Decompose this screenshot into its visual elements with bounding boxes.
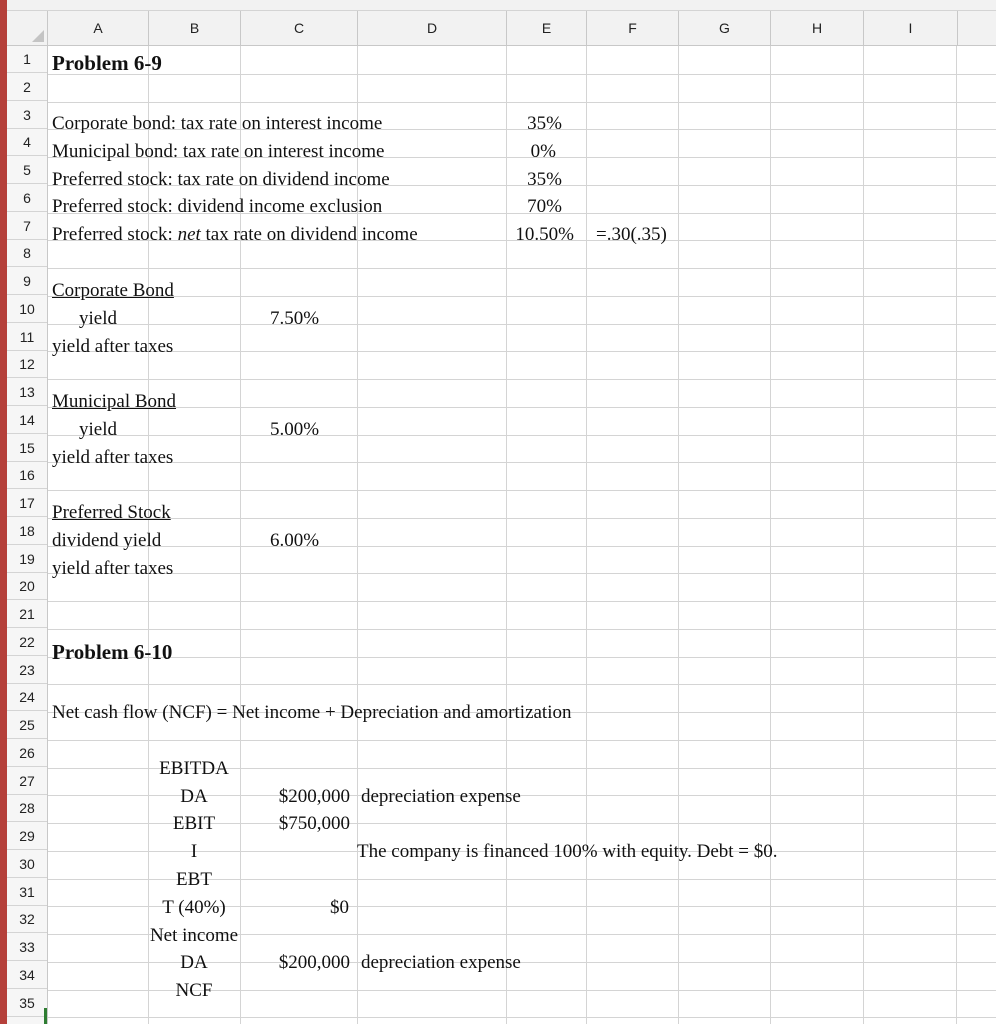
cell-e7[interactable]: 10.50% [515,224,574,245]
cell-a11[interactable]: yield after taxes [52,336,174,357]
row-header[interactable]: 8 [7,240,47,267]
grid-line [48,490,996,491]
row-header[interactable]: 17 [7,490,47,517]
active-row-marker [44,1008,47,1024]
select-all-corner[interactable] [7,11,48,45]
row-header[interactable]: 27 [7,768,47,795]
cell-a7[interactable] [52,221,418,248]
cell-a18[interactable]: dividend yield [52,530,162,551]
window-edge [0,0,7,1024]
row-header[interactable]: 11 [7,324,47,351]
cell-d33[interactable]: depreciation expense [361,952,521,973]
cell-c31[interactable]: $0 [330,897,349,918]
cell-f7[interactable]: =.30(.35) [596,224,667,245]
cell-a7-text-b: tax rate on dividend income [200,224,418,245]
grid-line [678,46,679,1024]
column-header-i[interactable]: I [864,11,958,45]
row-header[interactable]: 29 [7,823,47,850]
grid-line [48,573,996,574]
cell-b27[interactable]: DA [180,786,208,807]
row-header[interactable]: 25 [7,712,47,739]
column-header-row [7,11,996,46]
cell-d29[interactable]: The company is financed 100% with equity. Debt = $0. [357,841,778,862]
grid-line [48,268,996,269]
grid-line [48,546,996,547]
row-header[interactable]: 24 [7,684,47,711]
row-header[interactable]: 7 [7,213,47,240]
grid-line [48,462,996,463]
cell-c27[interactable]: $200,000 [278,786,350,807]
cell-a14[interactable]: yield [79,419,117,440]
row-header[interactable]: 16 [7,462,47,489]
grid-line [48,601,996,602]
row-header[interactable]: 2 [7,74,47,101]
cell-a5[interactable]: Preferred stock: tax rate on dividend income [52,169,390,190]
row-header[interactable]: 22 [7,629,47,656]
row-header[interactable]: 33 [7,934,47,961]
grid-line [48,435,996,436]
cell-a24[interactable]: Net cash flow (NCF) = Net income + Depreciation and amortization [52,702,572,723]
select-all-icon [32,30,44,42]
grid-line [48,324,996,325]
column-header-d[interactable]: D [358,11,507,45]
row-header[interactable]: 34 [7,962,47,989]
grid-line [863,46,864,1024]
grid-line [48,740,996,741]
grid-line [48,74,996,75]
row-header[interactable]: 13 [7,379,47,406]
row-header[interactable]: 35 [7,990,47,1017]
grid-line [48,379,996,380]
grid-line [48,102,996,103]
column-header-a[interactable]: A [48,11,149,45]
grid-line [48,407,996,408]
grid-line [770,46,771,1024]
cell-a3[interactable]: Corporate bond: tax rate on interest income [52,113,383,134]
cell-a10[interactable]: yield [79,308,117,329]
grid-line [48,684,996,685]
row-header[interactable]: 14 [7,407,47,434]
cell-a7-text-a: Preferred stock: [52,224,178,245]
row-header[interactable]: 21 [7,601,47,628]
row-header[interactable]: 5 [7,157,47,184]
cell-c14[interactable]: 5.00% [270,419,320,440]
cell-b30[interactable]: EBT [176,869,212,890]
cell-d27[interactable]: depreciation expense [361,786,521,807]
cell-e5[interactable]: 35% [527,169,562,190]
column-header-c[interactable]: C [241,11,358,45]
cell-b26[interactable]: EBITDA [159,758,229,779]
cell-a6[interactable]: Preferred stock: dividend income exclusion [52,196,383,217]
cell-e3[interactable]: 35% [527,113,562,134]
row-header[interactable]: 30 [7,851,47,878]
cell-a7-net: net [177,224,201,245]
cell-e6[interactable]: 70% [527,196,562,217]
row-header[interactable]: 19 [7,546,47,573]
cell-a19[interactable]: yield after taxes [52,558,174,579]
cell-b32[interactable]: Net income [149,925,239,946]
column-header-b[interactable]: B [149,11,241,45]
row-header[interactable]: 18 [7,518,47,545]
grid-line [586,46,587,1024]
column-header-e[interactable]: E [507,11,587,45]
cell-a4[interactable]: Municipal bond: tax rate on interest income [52,141,385,162]
cell-a1[interactable]: Problem 6-9 [52,51,162,75]
cell-b33[interactable]: DA [180,952,208,973]
cell-e4[interactable]: 0% [530,141,556,162]
cell-a22[interactable]: Problem 6-10 [52,640,173,664]
row-header[interactable]: 23 [7,657,47,684]
row-header[interactable]: 1 [7,46,47,73]
cell-c10[interactable]: 7.50% [270,308,320,329]
grid-line [48,351,996,352]
grid-line [48,629,996,630]
cell-a15[interactable]: yield after taxes [52,447,174,468]
row-header[interactable]: 10 [7,296,47,323]
cell-c33[interactable]: $200,000 [278,952,350,973]
column-header-h[interactable]: H [771,11,864,45]
row-header-column [7,46,48,1024]
row-header[interactable]: 20 [7,573,47,600]
column-header-g[interactable]: G [679,11,771,45]
row-header[interactable]: 6 [7,185,47,212]
row-header[interactable]: 4 [7,129,47,156]
cell-b34[interactable]: NCF [175,980,213,1001]
row-header[interactable]: 31 [7,879,47,906]
grid-line [48,296,996,297]
row-header[interactable]: 9 [7,268,47,295]
cell-b28[interactable]: EBIT [172,813,216,834]
grid-line [48,657,996,658]
cell-c28[interactable]: $750,000 [278,813,350,834]
cell-c18[interactable]: 6.00% [270,530,320,551]
cell-b29[interactable]: I [190,841,198,862]
cell-a17[interactable]: Preferred Stock [52,502,171,523]
grid-line [956,46,957,1024]
row-header[interactable]: 12 [7,351,47,378]
grid-line [48,1017,996,1018]
row-header[interactable]: 15 [7,435,47,462]
row-header[interactable]: 28 [7,795,47,822]
row-header[interactable]: 3 [7,102,47,129]
column-header-f[interactable]: F [587,11,679,45]
grid-line [48,518,996,519]
formula-bar-edge [7,0,996,11]
cell-a9[interactable]: Corporate Bond [52,280,174,301]
cell-a13[interactable]: Municipal Bond [52,391,177,412]
cell-b31[interactable]: T (40%) [162,897,226,918]
row-header[interactable]: 26 [7,740,47,767]
row-header[interactable]: 32 [7,906,47,933]
